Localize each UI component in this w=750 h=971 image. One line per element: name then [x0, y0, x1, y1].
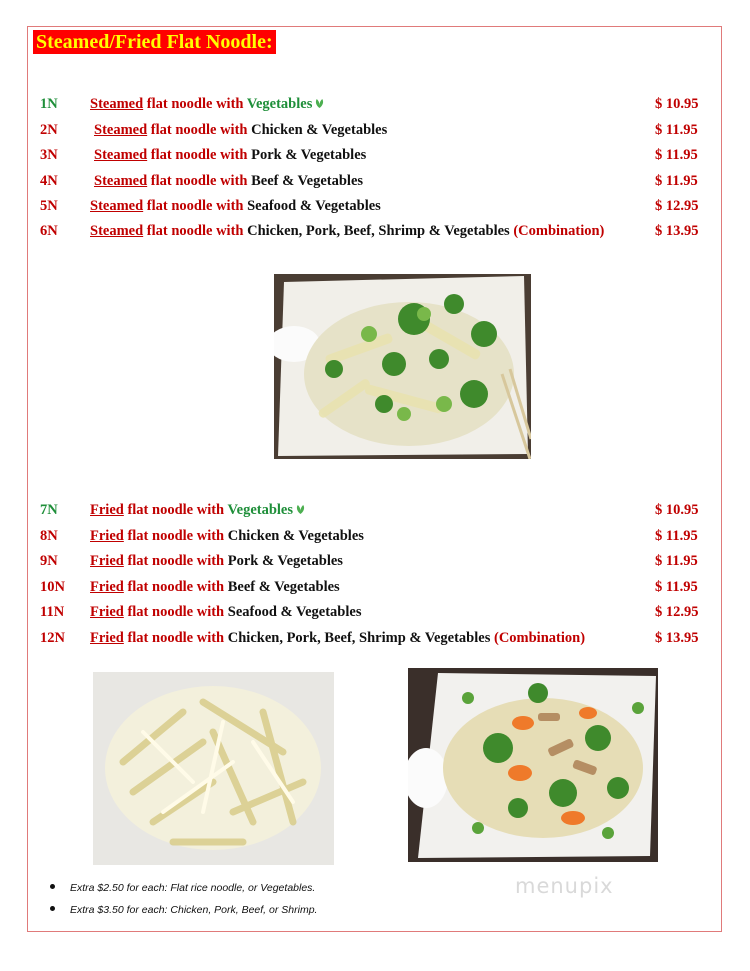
item-description — [90, 221, 604, 241]
fried-veg-noodle-photo — [408, 668, 658, 862]
menu-item — [0, 94, 750, 114]
item-main: Chicken & Vegetables — [251, 122, 388, 138]
item-mid: flat noodle with — [146, 223, 244, 239]
extras-notes — [50, 877, 317, 921]
item-description — [94, 145, 366, 165]
menu-item — [0, 221, 750, 241]
note-item — [50, 899, 317, 921]
item-description — [90, 526, 364, 546]
item-price: $ 11.95 — [655, 579, 698, 595]
menu-item — [0, 120, 750, 140]
item-code: 10N — [40, 579, 65, 595]
item-main: Seafood & Vegetables — [227, 604, 362, 620]
steamed-noodle-photo — [274, 274, 531, 459]
menu-item — [0, 551, 750, 571]
item-method: Steamed — [94, 173, 148, 189]
item-main: Beef & Vegetables — [227, 579, 340, 595]
item-description — [90, 602, 361, 622]
menu-item — [0, 196, 750, 216]
item-description — [90, 551, 343, 571]
item-code: 2N — [40, 122, 58, 138]
item-combo: (Combination) — [513, 223, 605, 239]
item-mid: flat noodle with — [150, 173, 248, 189]
item-main: Chicken, Pork, Beef, Shrimp & Vegetables — [227, 630, 491, 646]
item-price: $ 12.95 — [655, 604, 699, 620]
item-method: Fried — [90, 630, 124, 646]
item-code: 9N — [40, 553, 58, 569]
item-main: Chicken, Pork, Beef, Shrimp & Vegetables — [247, 223, 510, 239]
item-code: 12N — [40, 630, 65, 646]
item-price: $ 10.95 — [655, 96, 699, 112]
bullet-icon — [50, 884, 55, 889]
item-main: Seafood & Vegetables — [247, 198, 381, 214]
item-price: $ 13.95 — [655, 630, 699, 646]
watermark: menupix — [515, 874, 614, 898]
item-combo: (Combination) — [493, 630, 586, 646]
item-code: 6N — [40, 223, 58, 239]
item-mid: flat noodle with — [150, 122, 248, 138]
item-description — [90, 577, 340, 597]
item-code: 3N — [40, 147, 58, 163]
item-method: Fried — [90, 528, 124, 544]
item-mid: flat noodle with — [146, 198, 244, 214]
item-mid: flat noodle with — [127, 604, 225, 620]
item-mid: flat noodle with — [127, 528, 225, 544]
item-price: $ 13.95 — [655, 223, 699, 239]
item-method: Steamed — [90, 223, 144, 239]
item-description — [90, 628, 585, 648]
item-price: $ 11.95 — [655, 173, 698, 189]
item-main: Chicken & Vegetables — [227, 528, 364, 544]
note-text: Extra $2.50 for each: Flat rice noodle, or Vegetables. — [70, 882, 316, 894]
item-method: Steamed — [90, 96, 144, 112]
menu-item — [0, 602, 750, 622]
item-code: 11N — [40, 604, 65, 620]
menu-item — [0, 500, 750, 520]
item-mid: flat noodle with — [127, 553, 225, 569]
item-price: $ 11.95 — [655, 147, 698, 163]
item-price: $ 11.95 — [655, 553, 698, 569]
note-item — [50, 877, 317, 899]
item-mid: flat noodle with — [127, 579, 225, 595]
item-description — [94, 120, 387, 140]
item-method: Fried — [90, 604, 124, 620]
item-description — [90, 196, 381, 216]
item-price: $ 10.95 — [655, 502, 699, 518]
menu-item — [0, 577, 750, 597]
item-price: $ 11.95 — [655, 122, 698, 138]
item-mid: flat noodle with — [127, 630, 225, 646]
item-main: Beef & Vegetables — [251, 173, 364, 189]
item-code: 1N — [40, 96, 58, 112]
item-price: $ 12.95 — [655, 198, 699, 214]
menu-item — [0, 145, 750, 165]
item-method: Steamed — [94, 147, 148, 163]
item-method: Fried — [90, 502, 124, 518]
leaf-icon — [296, 504, 305, 515]
menu-item — [0, 526, 750, 546]
bullet-icon — [50, 906, 55, 911]
item-price: $ 11.95 — [655, 528, 698, 544]
item-code: 4N — [40, 173, 58, 189]
item-method: Steamed — [94, 122, 148, 138]
item-mid: flat noodle with — [150, 147, 248, 163]
item-description — [94, 171, 363, 191]
item-method: Fried — [90, 579, 124, 595]
item-main: Pork & Vegetables — [227, 553, 343, 569]
item-description — [90, 94, 324, 114]
item-code: 8N — [40, 528, 58, 544]
item-method: Steamed — [90, 198, 144, 214]
item-mid: flat noodle with — [127, 502, 225, 518]
item-code: 5N — [40, 198, 58, 214]
leaf-icon — [315, 98, 324, 109]
item-method: Fried — [90, 553, 124, 569]
fried-noodle-photo — [93, 672, 334, 865]
note-text: Extra $3.50 for each: Chicken, Pork, Beef, or Shrimp. — [70, 904, 318, 916]
item-code: 7N — [40, 502, 58, 518]
item-main: Vegetables — [227, 502, 294, 518]
item-description — [90, 500, 305, 520]
item-main: Pork & Vegetables — [251, 147, 367, 163]
section-title: Steamed/Fried Flat Noodle: — [33, 30, 276, 54]
menu-item — [0, 171, 750, 191]
item-main: Vegetables — [246, 96, 313, 112]
menu-item — [0, 628, 750, 648]
item-mid: flat noodle with — [146, 96, 244, 112]
